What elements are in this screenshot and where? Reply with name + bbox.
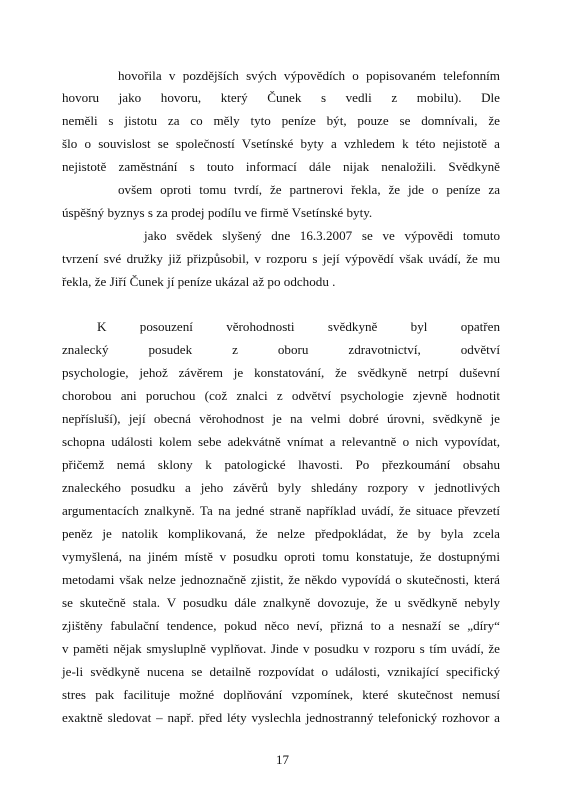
text-line: tvrzení své družky již přizpůsobil, v rozporu s její výpovědí však uvádí, že mu: [62, 251, 500, 266]
text-line: neměli s jistotu za co měly tyto peníze být, pouze se domnívali, že: [62, 113, 500, 128]
text-line: úspěšný byznys s za prodej podílu ve firmě Vsetínské byty.: [62, 205, 373, 220]
text-line: hovoru jako hovoru, který Čunek s vedli z mobilu). Dle: [62, 90, 500, 105]
text-line: se skutečně stala. V posudku dále znalkyně dovozuje, že u svědkyně nebyly: [62, 595, 500, 610]
page-number: 17: [276, 752, 289, 767]
text-line: peněz je natolik komplikovaná, že nelze předpokládat, že by byla zcela: [62, 526, 500, 541]
text-line: argumentacích znalkyně. Ta na jedné straně například uvádí, že situace převzetí: [62, 503, 500, 518]
text-line: stres pak facilituje možné doplňování vzpomínek, které skutečnost nemusí: [62, 687, 500, 702]
text-line: přičemž nemá sklony k patologické lhavosti. Po přezkoumání obsahu: [62, 457, 500, 472]
text-line: chorobou ani poruchou (což znalci z odvětví psychologie zjevně hodnotit: [62, 388, 500, 403]
text-line: exaktně sledovat – např. před léty vyslechla jednostranný telefonický rozhovor a: [62, 710, 500, 725]
text-line: řekla, že Jiří Čunek jí peníze ukázal až po odchodu .: [62, 274, 336, 289]
text-line: v paměti nějak smysluplně vyplňovat. Jinde v posudku v rozporu s tím uvádí, že: [62, 641, 500, 656]
text-line: zjištěny fabulační tendence, pokud něco neví, přizná to a nesnaží se „díry“: [62, 618, 500, 633]
text-line: vymyšlená, na jiném místě v posudku oproti tomu konstatuje, že dostupnými: [62, 549, 500, 564]
text-line: nepřísluší), její obecná věrohodnost je na velmi dobré úrovni, svědkyně je: [62, 411, 500, 426]
text-line: ovšem oproti tomu tvrdí, že partnerovi řekla, že jde o peníze za: [118, 182, 500, 197]
text-line: šlo o souvislost se společností Vsetínské byty a vzhledem k této nejistotě a: [62, 136, 500, 151]
text-line: schopna události kolem sebe adekvátně vnímat a relevantně o nich vypovídat,: [62, 434, 500, 449]
text-line: psychologie, jehož závěrem je konstatování, že svědkyně netrpí duševní: [62, 365, 500, 380]
text-line: hovořila v pozdějších svých výpovědích o popisovaném telefonním: [118, 68, 500, 83]
text-line: nejistotě zaměstnání s touto informací dále nijak nenaložili. Svědkyně: [62, 159, 500, 174]
text-line: jako svědek slyšený dne 16.3.2007 se ve výpovědi tomuto: [144, 228, 500, 243]
text-line: je-li svědkyně nucena se detailně rozpovídat o události, vznikající specifický: [62, 664, 500, 679]
text-line: metodami však nelze jednoznačně zjistit, že někdo vypovídá o skutečnosti, která: [62, 572, 500, 587]
text-line: znalecký posudek z oboru zdravotnictví, odvětví: [62, 342, 500, 357]
text-line: znaleckého posudku a jeho závěrů byly shledány rozpory v jednotlivých: [62, 480, 500, 495]
text-line: K posouzení věrohodnosti svědkyně byl opatřen: [97, 319, 500, 334]
